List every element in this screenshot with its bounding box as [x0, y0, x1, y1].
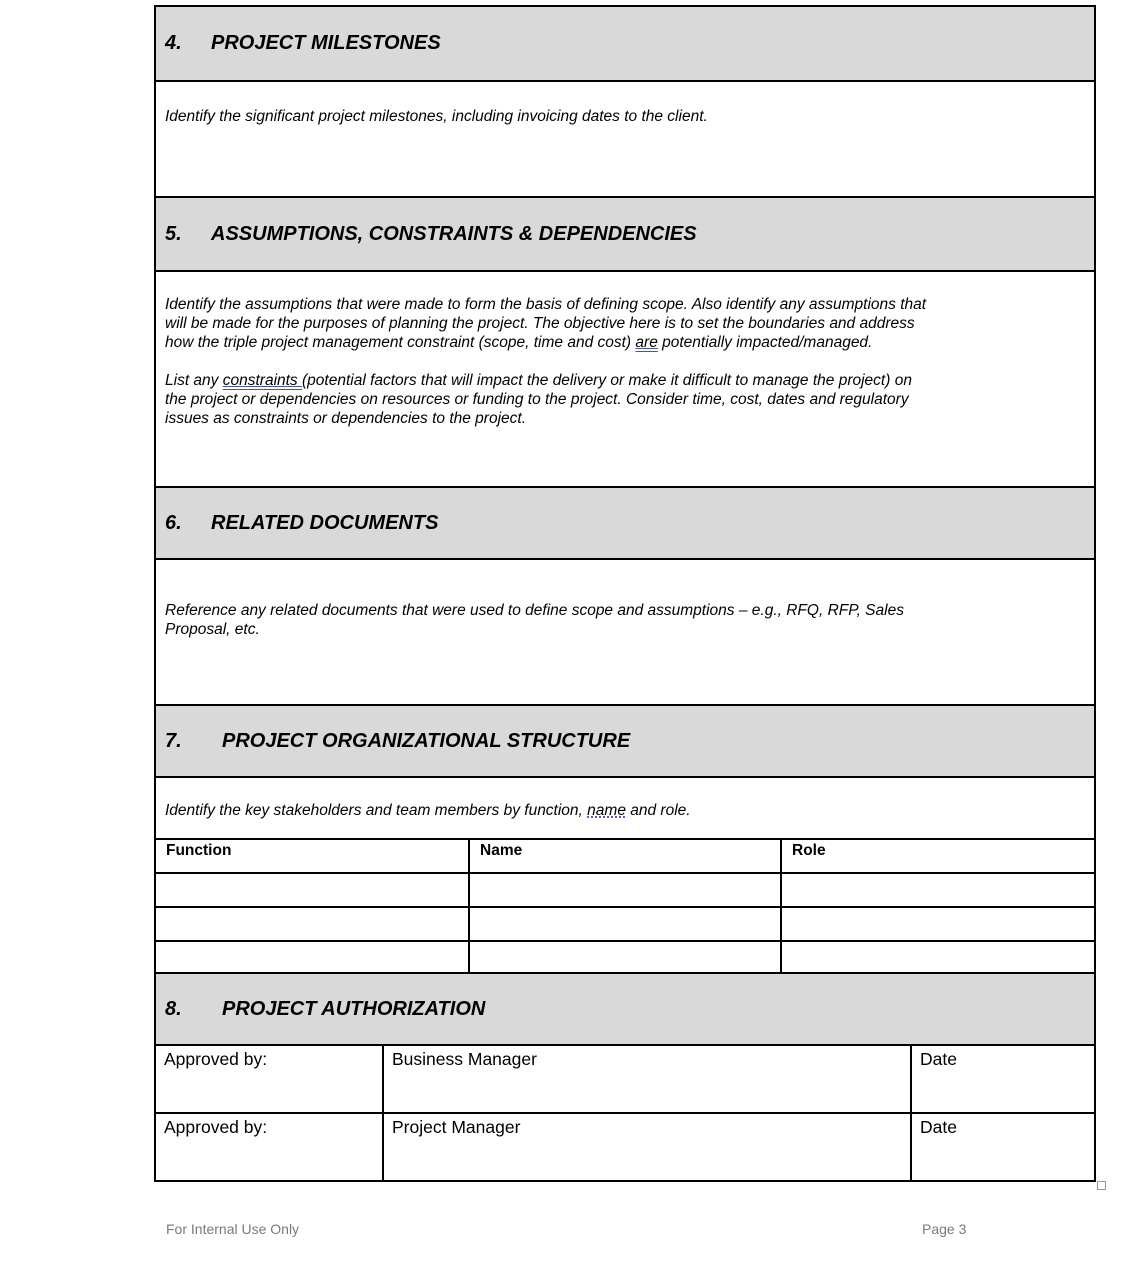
- project-manager-cell[interactable]: Project Manager: [384, 1114, 912, 1180]
- column-header-function: Function: [156, 840, 470, 872]
- section-6-body[interactable]: [154, 560, 1096, 706]
- section-4-title: PROJECT MILESTONES: [211, 32, 441, 54]
- grammar-flag-constraints: constraints (: [222, 372, 308, 389]
- function-cell[interactable]: [156, 874, 470, 906]
- table-row: [154, 874, 1096, 908]
- section-5-paragraph-2: [165, 371, 1014, 428]
- date-cell[interactable]: Date: [920, 1117, 957, 1137]
- function-cell[interactable]: [156, 908, 470, 940]
- section-5-p2-line-1-end: potential factors that will impact the delivery or make it difficult to manage the project) on: [307, 372, 912, 389]
- section-4-text: Identify the significant project milestones, including invoicing dates to the client.: [165, 108, 708, 125]
- section-5-p1-line-1: Identify the assumptions that were made to form the basis of defining scope. Also identify any assumptions that: [165, 296, 927, 313]
- section-5-header: [154, 198, 1096, 272]
- document-page: [154, 5, 1096, 1182]
- grammar-flag-are: are: [635, 334, 658, 351]
- section-5-p2-line-2: the project or dependencies on resources or funding to the project. Consider time, cost, dates and regulatory: [165, 391, 909, 408]
- section-6-text: [165, 601, 1014, 639]
- section-5-body[interactable]: [154, 272, 1096, 488]
- table-row: [154, 908, 1096, 942]
- section-4-body[interactable]: [154, 82, 1096, 198]
- function-cell[interactable]: [156, 942, 470, 972]
- section-7-text-start: Identify the key stakeholders and team members by function,: [165, 802, 588, 819]
- approved-by-label: Approved by:: [156, 1046, 384, 1112]
- footer-left-text: For Internal Use Only: [166, 1221, 300, 1237]
- section-8-header: [154, 974, 1096, 1046]
- section-4-header: [154, 7, 1096, 82]
- section-5-paragraph-1: [165, 295, 1014, 352]
- section-7-title: PROJECT ORGANIZATIONAL STRUCTURE: [222, 729, 631, 752]
- section-5-title: ASSUMPTIONS, CONSTRAINTS & DEPENDENCIES: [211, 222, 697, 245]
- role-cell[interactable]: [782, 908, 1094, 940]
- section-5-p1-line-3-end: potentially impacted/managed.: [657, 334, 873, 351]
- section-4-number: 4.: [165, 32, 182, 54]
- section-7-header: [154, 706, 1096, 778]
- name-cell[interactable]: [470, 908, 782, 940]
- section-6-number: 6.: [165, 511, 182, 534]
- section-7-body[interactable]: [154, 778, 1096, 840]
- section-6-header: [154, 488, 1096, 560]
- section-8-title: PROJECT AUTHORIZATION: [222, 997, 486, 1020]
- role-cell[interactable]: [782, 942, 1094, 972]
- column-header-role: Role: [792, 842, 826, 859]
- footer-page-number: Page 3: [922, 1221, 967, 1237]
- section-6-title: RELATED DOCUMENTS: [211, 511, 439, 534]
- section-7-text-end: and role.: [625, 802, 691, 819]
- stakeholder-table-header: [154, 840, 1096, 874]
- table-row: [154, 942, 1096, 974]
- section-5-number: 5.: [165, 222, 182, 245]
- section-5-p1-line-3: how the triple project management constraint (scope, time and cost): [165, 334, 636, 351]
- column-header-name: Name: [470, 840, 782, 872]
- authorization-row: [154, 1114, 1096, 1182]
- name-cell[interactable]: [470, 942, 782, 972]
- section-5-p2-line-1: List any: [165, 372, 223, 389]
- date-cell[interactable]: Date: [920, 1049, 957, 1069]
- business-manager-cell[interactable]: Business Manager: [384, 1046, 912, 1112]
- section-8-number: 8.: [165, 997, 182, 1020]
- section-7-number: 7.: [165, 729, 182, 752]
- section-6-line-1: Reference any related documents that were used to define scope and assumptions – e.g., RFQ, RFP, Sales: [165, 602, 904, 619]
- table-resize-handle[interactable]: [1097, 1181, 1106, 1190]
- section-5-p1-line-2: will be made for the purposes of planning the project. The objective here is to set the boundaries and address: [165, 315, 915, 332]
- section-5-p2-line-3: issues as constraints or dependencies to the project.: [165, 410, 527, 427]
- authorization-row: [154, 1046, 1096, 1114]
- approved-by-label: Approved by:: [156, 1114, 384, 1180]
- role-cell[interactable]: [782, 874, 1094, 906]
- grammar-flag-name: name: [587, 802, 626, 819]
- section-6-line-2: Proposal, etc.: [165, 621, 260, 638]
- section-7-text: [165, 801, 1014, 820]
- name-cell[interactable]: [470, 874, 782, 906]
